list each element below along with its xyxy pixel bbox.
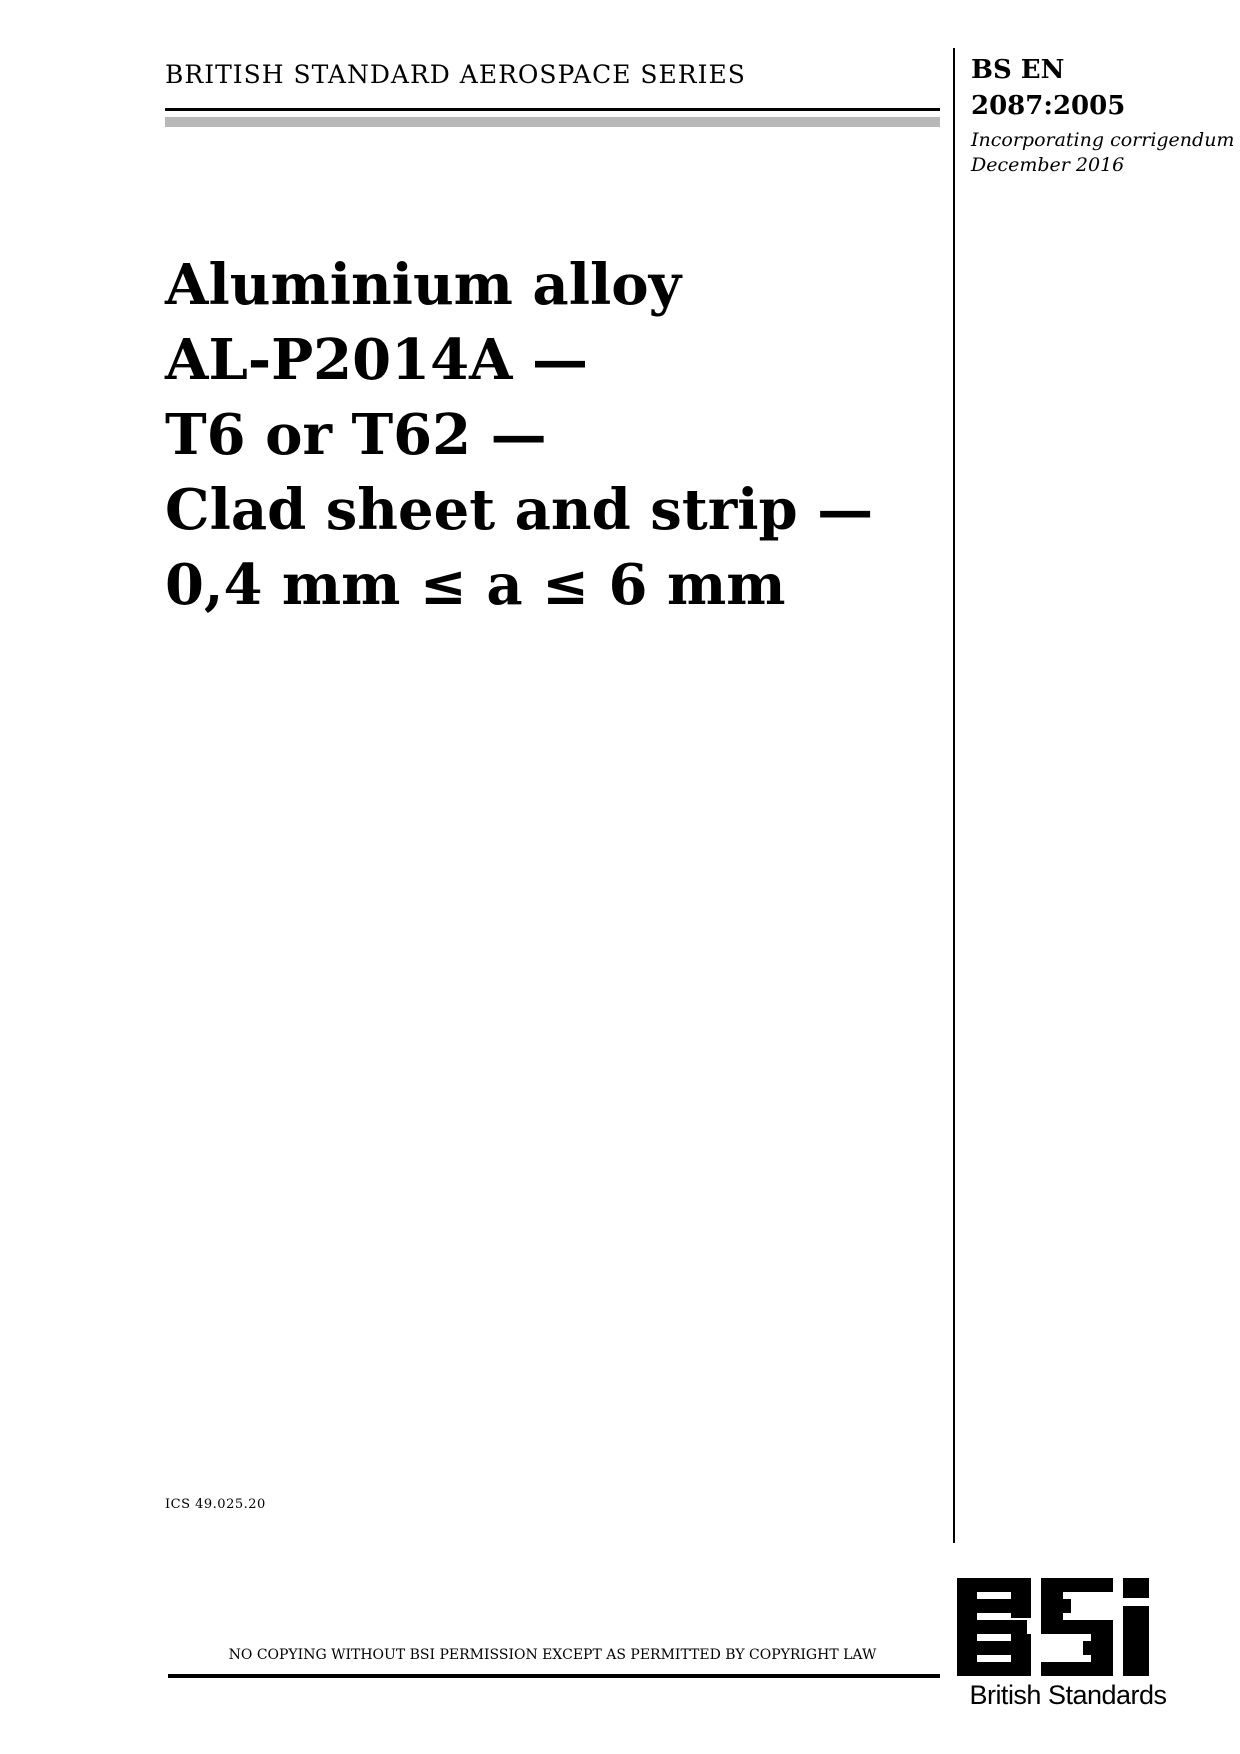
header-rule-thin (165, 108, 940, 111)
corrigendum-line-2: December 2016 (971, 154, 1125, 176)
standard-number (971, 52, 1125, 124)
header-rule-thick (165, 117, 940, 127)
title-line-1: Aluminium alloy (165, 252, 682, 318)
title-line-3: T6 or T62 — (165, 402, 547, 468)
standard-code: 2087:2005 (971, 91, 1126, 121)
copyright-notice: NO COPYING WITHOUT BSI PERMISSION EXCEPT AS PERMITTED BY COPYRIGHT LAW (228, 1647, 877, 1663)
series-header: BRITISH STANDARD AEROSPACE SERIES (165, 60, 746, 89)
title-line-2: AL-P2014A — (165, 327, 588, 393)
bsi-logo (957, 1578, 1179, 1718)
ics-code: ICS 49.025.20 (165, 1497, 266, 1512)
title-line-4: Clad sheet and strip — (165, 477, 874, 543)
standard-prefix: BS EN (971, 55, 1065, 85)
title-line-5: 0,4 mm ≤ a ≤ 6 mm (165, 552, 786, 618)
bsi-logo-name: British Standards (969, 1680, 1167, 1710)
document-title (165, 248, 925, 623)
vertical-divider (953, 48, 955, 1543)
bsi-logo-mark (957, 1578, 1179, 1678)
corrigendum-note (971, 128, 1234, 178)
footer-rule (168, 1674, 940, 1678)
corrigendum-line-1: Incorporating corrigendum (971, 129, 1235, 151)
